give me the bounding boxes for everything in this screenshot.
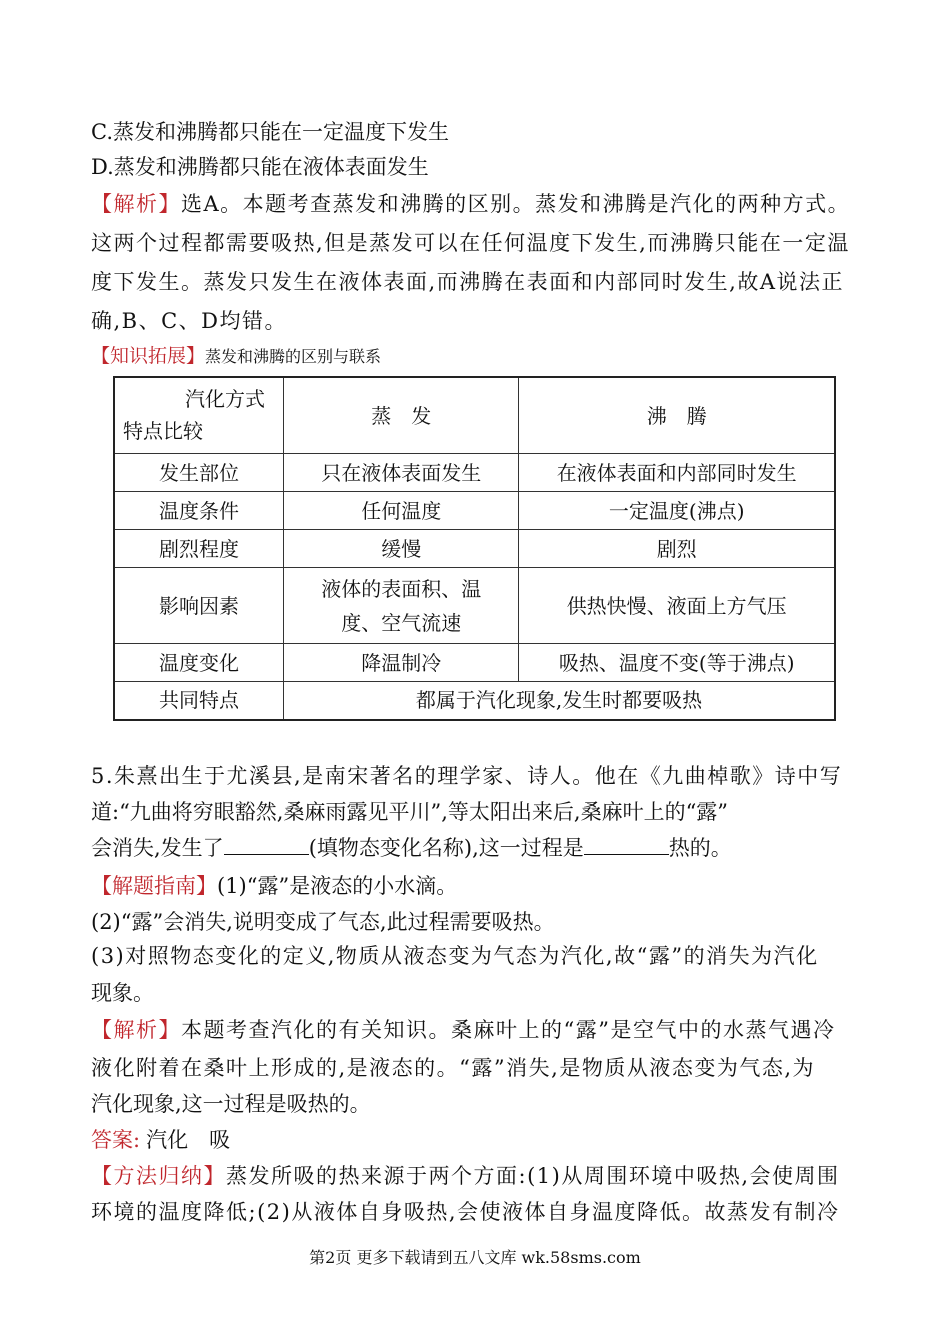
common-cell: 都属于汽化现象,发生时都要吸热 [284,682,835,720]
answer-blank-2 [584,834,669,855]
boil-cell: 吸热、温度不变(等于沸点) [519,644,835,682]
analysis-line-2: 这两个过程都需要吸热,但是蒸发可以在任何温度下发生,而沸腾只能在一定温 [91,231,850,255]
method-line-2: 环境的温度降低;(2)从液体自身吸热,会使液体自身温度降低。故蒸发有制冷 [91,1200,840,1224]
question-5-line-3: 会消失,发生了 (填物态变化名称),这一过程是 热的。 [91,836,732,860]
question-5-line-1: 5.朱熹出生于尤溪县,是南宋著名的理学家、诗人。他在《九曲棹歌》诗中写 [91,764,843,788]
boil-cell: 供热快慢、液面上方气压 [519,568,835,644]
knowledge-title: 蒸发和沸腾的区别与联系 [205,347,382,366]
table-row [114,454,835,492]
answer-tag: 答案: [91,1128,141,1152]
guide-tag: 【解题指南】 [91,874,217,898]
table-header-row [114,377,835,454]
guide-line-3: (3)对照物态变化的定义,物质从液态变为气态为汽化,故“露”的消失为汽化 [91,944,819,968]
header-bottom-label: 特点比较 [123,419,203,443]
analysis2-line-3: 汽化现象,这一过程是吸热的。 [91,1092,371,1116]
question-5-line-2: 道:“九曲将穷眼豁然,桑麻雨露见平川”,等太阳出来后,桑麻叶上的“露” [91,800,729,824]
boil-cell: 一定温度(沸点) [519,492,835,530]
analysis-line-4: 确,B、C、D均错。 [91,309,288,333]
analysis-line-1: 【解析】选A。本题考查蒸发和沸腾的区别。蒸发和沸腾是汽化的两种方式。 [91,192,851,216]
knowledge-tag: 【知识拓展】 [91,345,206,367]
row-label: 温度变化 [114,644,284,682]
analysis2-line-2: 液化附着在桑叶上形成的,是液态的。“露”消失,是物质从液态变为气态,为 [91,1056,815,1080]
knowledge-heading [91,341,381,371]
header-corner-cell [114,377,284,454]
boil-cell: 剧烈 [519,530,835,568]
evap-cell: 任何温度 [284,492,519,530]
answer-blank-1 [224,834,309,855]
row-label: 共同特点 [114,682,284,720]
method-line-1: 【方法归纳】蒸发所吸的热来源于两个方面:(1)从周围环境中吸热,会使周围 [91,1164,840,1188]
option-d: D.蒸发和沸腾都只能在液体表面发生 [91,155,429,179]
table-row [114,530,835,568]
analysis2-line-1: 【解析】本题考查汽化的有关知识。桑麻叶上的“露”是空气中的水蒸气遇冷 [91,1018,836,1042]
guide-line-1: 【解题指南】(1)“露”是液态的小水滴。 [91,874,458,898]
answer-value: 汽化 吸 [146,1128,231,1152]
method-tag: 【方法归纳】 [91,1164,226,1188]
row-label: 剧烈程度 [114,530,284,568]
header-boiling: 沸 腾 [519,377,835,454]
guide-line-4: 现象。 [91,981,154,1005]
answer-line [91,1126,230,1154]
option-c: C.蒸发和沸腾都只能在一定温度下发生 [91,120,449,144]
boil-cell: 在液体表面和内部同时发生 [519,454,835,492]
row-label: 发生部位 [114,454,284,492]
header-evaporation: 蒸 发 [284,377,519,454]
evap-cell: 只在液体表面发生 [284,454,519,492]
analysis2-tag: 【解析】 [91,1018,181,1042]
guide-line-2: (2)“露”会消失,说明变成了气态,此过程需要吸热。 [91,910,555,934]
evap-cell: 降温制冷 [284,644,519,682]
analysis-tag: 【解析】 [91,192,181,216]
evap-cell: 液体的表面积、温 度、空气流速 [284,568,519,644]
analysis-line-3: 度下发生。蒸发只发生在液体表面,而沸腾在表面和内部同时发生,故A说法正 [91,270,845,294]
table-row [114,492,835,530]
row-label: 温度条件 [114,492,284,530]
evap-cell: 缓慢 [284,530,519,568]
comparison-table [113,376,836,721]
table-row [114,644,835,682]
table-row [114,682,835,720]
table-row [114,568,835,644]
row-label: 影响因素 [114,568,284,644]
page-footer: 第2页 更多下载请到五八文库 wk.58sms.com [309,1248,641,1267]
header-top-label: 汽化方式 [185,387,265,411]
